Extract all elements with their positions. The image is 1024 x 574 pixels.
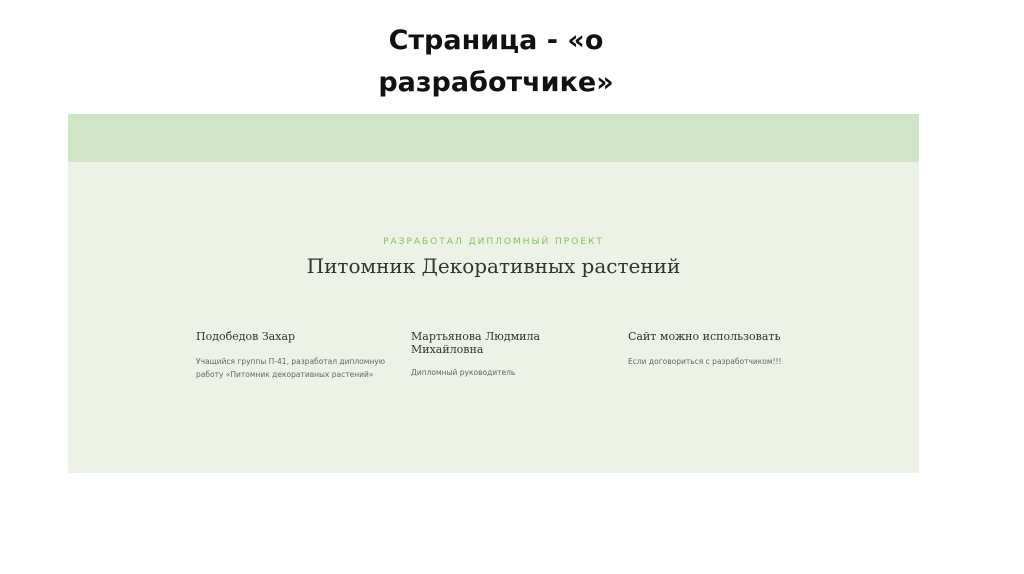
developer-name: Подобедов Захар	[196, 330, 296, 343]
usage-heading: Сайт можно использовать	[628, 330, 781, 343]
usage-column	[628, 330, 838, 368]
usage-note: Если договориться с разработчиком!!!	[628, 357, 782, 366]
section-eyebrow: РАЗРАБОТАЛ ДИПЛОМНЫЙ ПРОЕКТ	[383, 237, 604, 247]
supervisor-role: Дипломный руководитель	[411, 368, 516, 377]
supervisor-name: Мартьянова Людмила Михайловна	[411, 330, 541, 356]
about-developer-section	[68, 114, 919, 473]
slide-title: Страница - «о разработчике»	[378, 25, 614, 98]
developer-column	[196, 330, 392, 381]
project-title: Питомник Декоративных растений	[306, 254, 681, 278]
section-header-bar	[68, 114, 919, 162]
developer-description: Учащийся группы П-41, разработал дипломную работу «Питомник декоративных растений»	[196, 357, 386, 379]
supervisor-column	[411, 330, 607, 379]
